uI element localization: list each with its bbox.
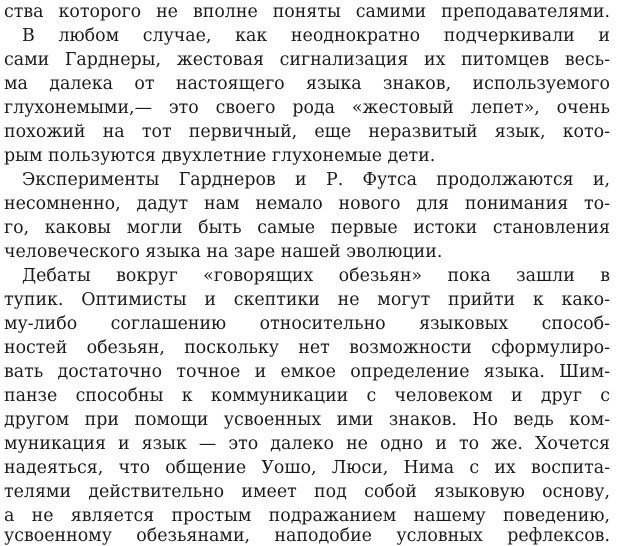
text-line-11: человеческого языка на заре нашей эволюции. [4,242,443,262]
text-line-3: сами Гарднеры, жестовая сигнализация их питомцев весь- [4,50,610,70]
text-line-19: муникация и язык — это далеко не одно и то же. Хочется [4,434,610,454]
text-line-4: ма далека от настоящего языка знаков, используемого [4,74,610,94]
text-line-16: вать достаточно точное и емкое определение языка. Шим- [4,362,610,382]
text-line-6: похожий на тот первичный, еще неразвитый язык, кото- [4,122,610,142]
text-line-14: му-либо соглашению относительно языковых способ- [4,314,610,334]
text-line-20: надеяться, что общение Уошо, Люси, Нима с их воспита- [4,458,610,478]
text-line-13: тупик. Оптимисты и скептики не могут прийти к како- [4,290,610,310]
text-line-10: го, каковы могли быть самые первые истоки становления [4,218,610,238]
text-line-1: ства которого не вполне поняты самими преподавателями. [4,2,610,22]
text-line-9: несомненно, дадут нам немало нового для понимания то- [4,194,610,214]
text-line-15: ностей обезьян, поскольку нет возможности сформулиро- [4,338,610,358]
text-line-5: глухонемыми,— это своего рода «жестовый лепет», очень [4,98,610,118]
text-line-2: В любом случае, как неоднократно подчеркивали и [22,26,610,46]
text-line-7: рым пользуются двухлетние глухонемые дети. [4,146,436,166]
text-line-22: а не является простым подражанием нашему поведению, [4,506,610,526]
text-line-12: Дебаты вокруг «говорящих обезьян» пока зашли в [22,266,610,286]
text-line-17: панзе способны к коммуникации с человеком и друг с [4,386,610,406]
text-line-18: другом при помощи усвоенных ими знаков. Но ведь ком- [4,410,610,430]
text-line-8: Эксперименты Гарднеров и Р. Футса продолжаются и, [22,170,610,190]
document-page [4,0,616,544]
text-line-23: усвоенному обезьянами, наподобие условных рефлексов. [4,526,610,546]
text-line-21: телями действительно имеет под собой языковую основу, [4,482,610,502]
